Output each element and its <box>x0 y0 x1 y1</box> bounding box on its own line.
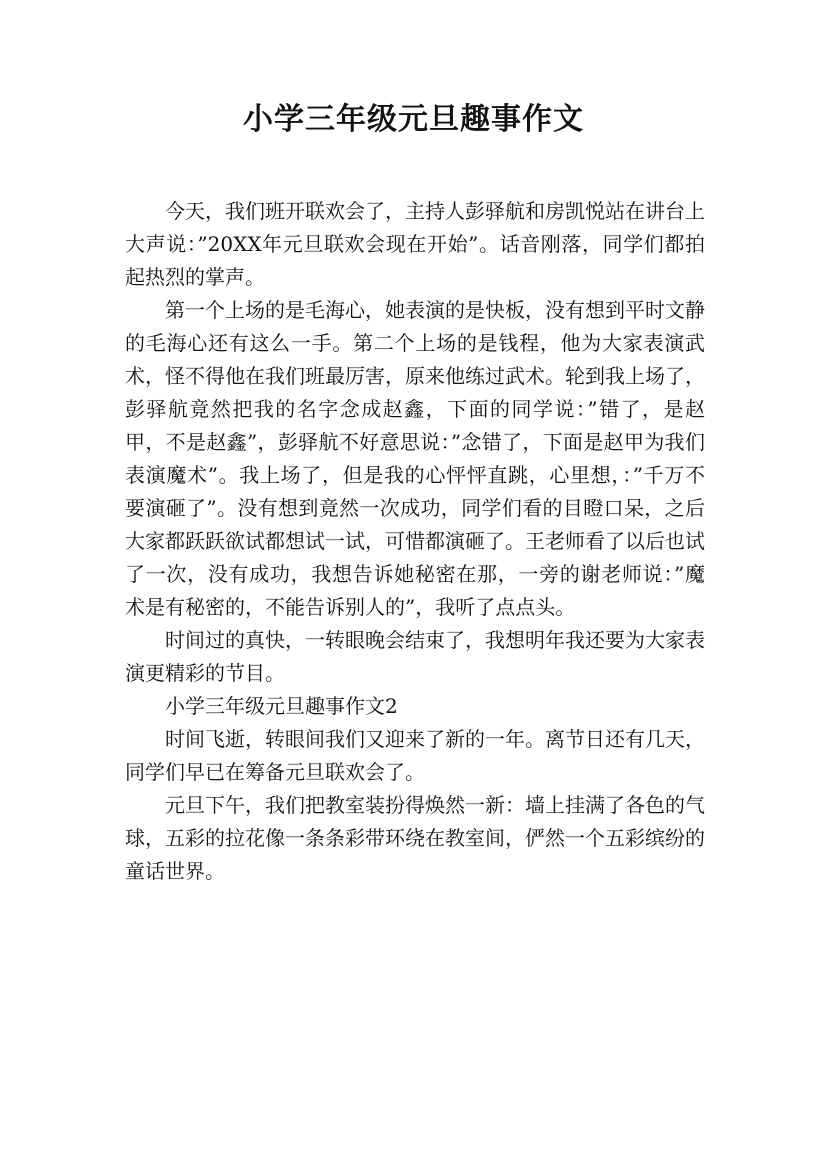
paragraph-3: 时间过的真快，一转眼晚会结束了，我想明年我还要为大家表演更精彩的节目。 <box>125 628 705 685</box>
document-title: 小学三年级元旦趣事作文 <box>243 102 584 137</box>
paragraph-2: 第一个上场的是毛海心，她表演的是快板，没有想到平时文静的毛海心还有这么一手。第二个上场的是钱程，他为大家表演武术，怪不得他在我们班最厉害，原来他练过武术。轮到我上场了，彭驿航竟然把我的名字念成赵鑫，下面的同学说：”错了，是赵甲，不是赵鑫”，彭驿航不好意思说：”念错了，下面是赵甲为我们表演魔术”。我上场了，但是我的心怦怦直跳，心里想，：”千万不要演砸了”。没有想到竟然一次成功，同学们看的目瞪口呆，之后大家都跃跃欲试都想试一试，可惜都演砸了。王老师看了以后也试了一次，没有成功，我想告诉她秘密在那，一旁的谢老师说：”魔术是有秘密的，不能告诉别人的”，我听了点点头。 <box>125 298 705 619</box>
paragraph-1: 今天，我们班开联欢会了，主持人彭驿航和房凯悦站在讲台上大声说：”20XX年元旦联欢会现在开始”。话音刚落，同学们都拍起热烈的掌声。 <box>125 199 705 289</box>
document-body <box>125 195 705 888</box>
paragraph-4: 时间飞逝，转眼间我们又迎来了新的一年。离节日还有几天，同学们早已在筹备元旦联欢会了。 <box>125 727 705 784</box>
section-heading: 小学三年级元旦趣事作文2 <box>165 694 398 718</box>
paragraph-5: 元旦下午，我们把教室装扮得焕然一新：墙上挂满了各色的气球，五彩的拉花像一条条彩带环绕在教室间，俨然一个五彩缤纷的童话世界。 <box>125 793 705 883</box>
